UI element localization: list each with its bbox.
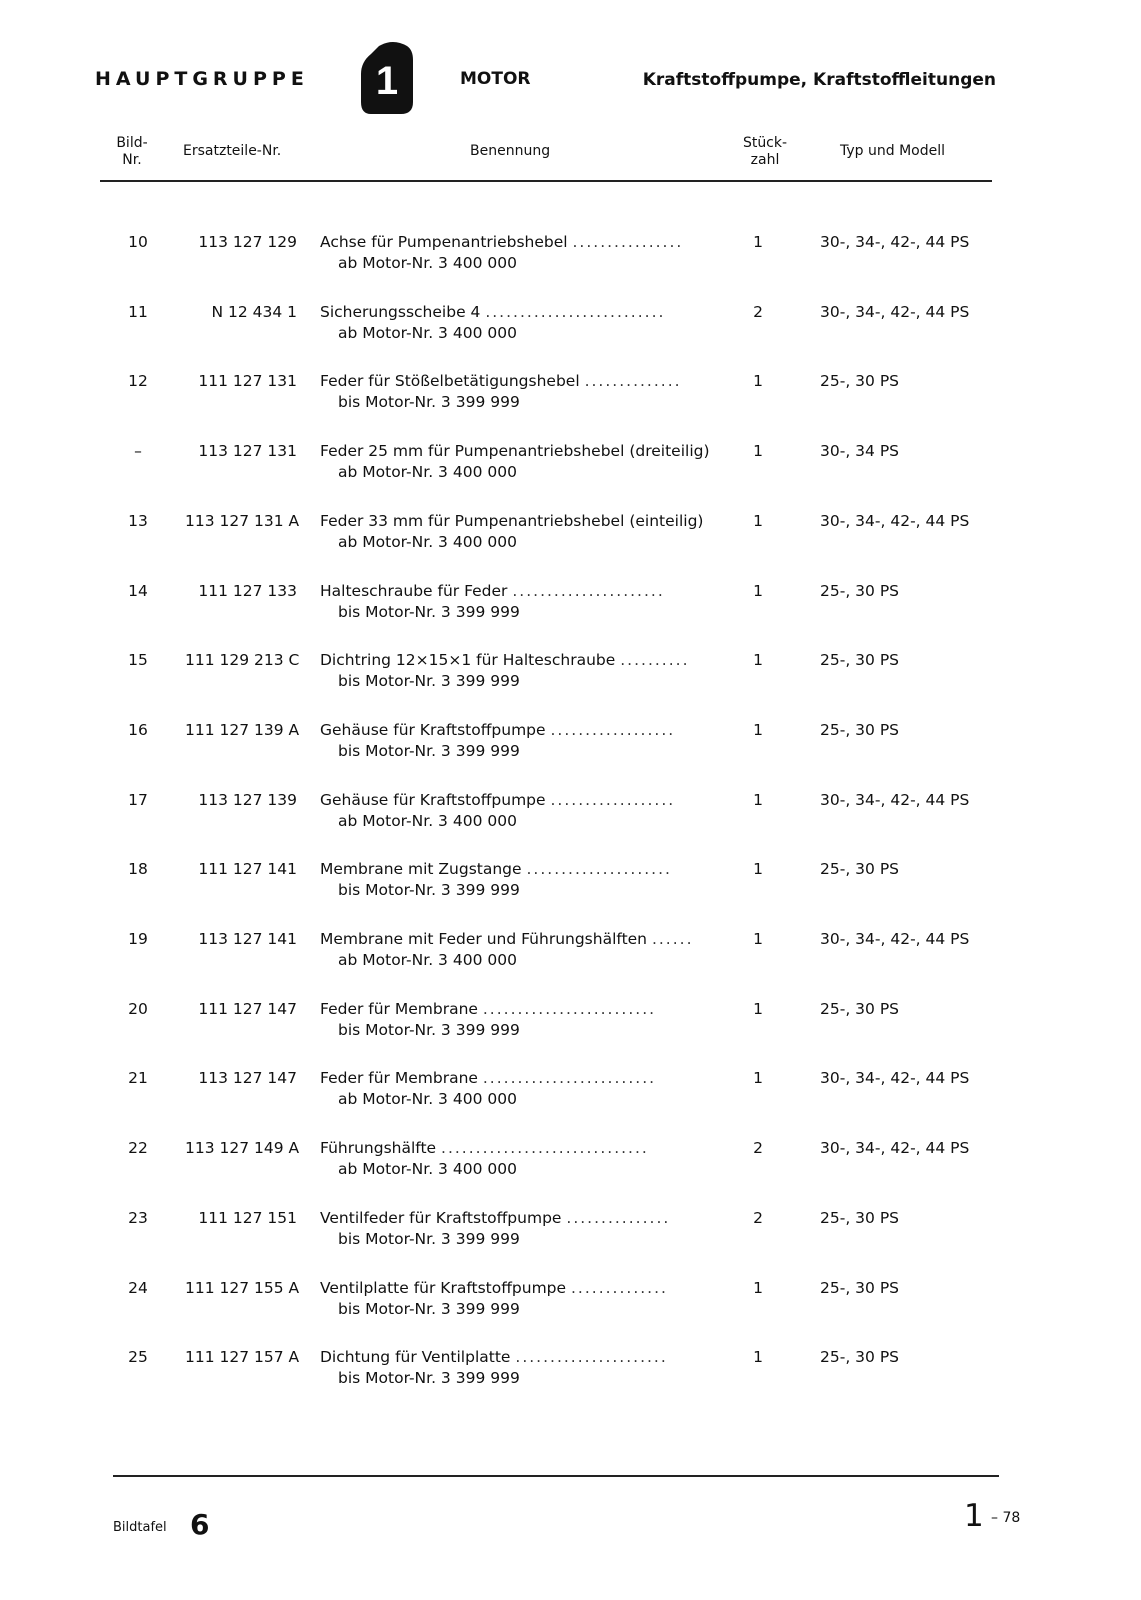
row-description-text: Dichtring 12×15×1 für Halteschraube — [320, 651, 616, 669]
group-number: 1 — [375, 59, 399, 103]
table-row — [0, 512, 1141, 572]
row-part-number: 111 127 139 A — [185, 721, 300, 739]
row-leader-dots: ......................... — [482, 1000, 657, 1018]
row-part-number: 113 127 141 — [198, 930, 297, 948]
row-description-text: Feder für Stößelbetätigungshebel — [320, 372, 580, 390]
row-motor-range: bis Motor-Nr. 3 399 999 — [338, 1230, 520, 1248]
row-part-number: 111 127 157 A — [185, 1348, 300, 1366]
row-part-number: 111 127 151 — [198, 1209, 297, 1227]
row-bild-nr: 25 — [128, 1348, 148, 1366]
row-description-text: Membrane mit Feder und Führungshälften — [320, 930, 648, 948]
row-part-number: 113 127 147 — [198, 1069, 297, 1087]
row-quantity: 1 — [753, 721, 763, 739]
table-row — [0, 303, 1141, 363]
row-description-text: Führungshälfte — [320, 1139, 437, 1157]
row-part-number: 111 127 131 — [198, 372, 297, 390]
row-quantity: 1 — [753, 860, 763, 878]
row-type-model: 25-, 30 PS — [820, 721, 900, 739]
row-part-number: 113 127 139 — [198, 791, 297, 809]
row-motor-range: ab Motor-Nr. 3 400 000 — [338, 1160, 517, 1178]
row-bild-nr: 18 — [128, 860, 148, 878]
table-row — [0, 791, 1141, 851]
row-quantity: 1 — [753, 1000, 763, 1018]
row-motor-range: ab Motor-Nr. 3 400 000 — [338, 812, 517, 830]
row-description — [320, 1139, 725, 1157]
column-header-typ-modell: Typ und Modell — [840, 143, 945, 159]
row-type-model: 25-, 30 PS — [820, 372, 900, 390]
column-header-benennung: Benennung — [470, 143, 551, 159]
row-type-model: 30-, 34-, 42-, 44 PS — [820, 1139, 970, 1157]
row-leader-dots: .............. — [584, 372, 682, 390]
row-leader-dots: .............. — [570, 1279, 668, 1297]
row-description-text: Feder für Membrane — [320, 1000, 478, 1018]
group-label: HAUPTGRUPPE — [95, 68, 309, 90]
row-motor-range: bis Motor-Nr. 3 399 999 — [338, 672, 520, 690]
column-header-stueckzahl: Stück- zahl — [742, 135, 788, 168]
row-motor-range: ab Motor-Nr. 3 400 000 — [338, 1090, 517, 1108]
row-motor-range: ab Motor-Nr. 3 400 000 — [338, 324, 517, 342]
row-motor-range: bis Motor-Nr. 3 399 999 — [338, 742, 520, 760]
row-quantity: 1 — [753, 1348, 763, 1366]
row-description — [320, 930, 725, 948]
row-motor-range: ab Motor-Nr. 3 400 000 — [338, 463, 517, 481]
row-description-text: Gehäuse für Kraftstoffpumpe — [320, 791, 546, 809]
plate-label: Bildtafel — [113, 1520, 167, 1535]
row-description — [320, 1279, 725, 1297]
row-type-model: 30-, 34-, 42-, 44 PS — [820, 233, 970, 251]
row-description-text: Dichtung für Ventilplatte — [320, 1348, 511, 1366]
row-motor-range: bis Motor-Nr. 3 399 999 — [338, 1369, 520, 1387]
section-title: MOTOR — [460, 69, 531, 89]
row-description-text: Ventilplatte für Kraftstoffpumpe — [320, 1279, 567, 1297]
row-quantity: 1 — [753, 582, 763, 600]
row-description-text: Feder 25 mm für Pumpenantriebshebel (dreiteilig) — [320, 442, 710, 460]
row-type-model: 25-, 30 PS — [820, 1279, 900, 1297]
table-row — [0, 1348, 1141, 1408]
row-description — [320, 372, 725, 390]
row-description-text: Achse für Pumpenantriebshebel — [320, 233, 568, 251]
table-row — [0, 1139, 1141, 1199]
row-bild-nr: 23 — [128, 1209, 148, 1227]
row-bild-nr: 15 — [128, 651, 148, 669]
section-subtitle: Kraftstoffpumpe, Kraftstoffleitungen — [642, 70, 996, 90]
row-quantity: 1 — [753, 791, 763, 809]
row-quantity: 2 — [753, 1209, 763, 1227]
row-motor-range: ab Motor-Nr. 3 400 000 — [338, 254, 517, 272]
row-leader-dots: ..................... — [526, 860, 672, 878]
row-leader-dots: .......................... — [485, 303, 666, 321]
row-motor-range: bis Motor-Nr. 3 399 999 — [338, 603, 520, 621]
table-row — [0, 1279, 1141, 1339]
row-bild-nr: 16 — [128, 721, 148, 739]
row-type-model: 25-, 30 PS — [820, 582, 900, 600]
row-quantity: 2 — [753, 1139, 763, 1157]
row-type-model: 30-, 34 PS — [820, 442, 900, 460]
row-part-number: 113 127 131 — [198, 442, 297, 460]
row-description — [320, 1348, 725, 1366]
footer-divider — [113, 1475, 999, 1477]
row-motor-range: ab Motor-Nr. 3 400 000 — [338, 533, 517, 551]
row-type-model: 30-, 34-, 42-, 44 PS — [820, 791, 970, 809]
row-part-number: 111 129 213 C — [185, 651, 300, 669]
row-quantity: 1 — [753, 1279, 763, 1297]
row-type-model: 25-, 30 PS — [820, 1209, 900, 1227]
row-motor-range: ab Motor-Nr. 3 400 000 — [338, 951, 517, 969]
row-motor-range: bis Motor-Nr. 3 399 999 — [338, 393, 520, 411]
row-motor-range: bis Motor-Nr. 3 399 999 — [338, 1021, 520, 1039]
row-part-number: 111 127 133 — [198, 582, 297, 600]
row-bild-nr: 12 — [128, 372, 148, 390]
page-number: 1 — [964, 1498, 984, 1534]
row-part-number: 113 127 131 A — [185, 512, 300, 530]
row-description-text: Ventilfeder für Kraftstoffpumpe — [320, 1209, 562, 1227]
row-part-number: 111 127 147 — [198, 1000, 297, 1018]
table-row — [0, 1000, 1141, 1060]
column-header-bild-nr: Bild- Nr. — [116, 135, 148, 168]
row-description-text: Feder 33 mm für Pumpenantriebshebel (einteilig) — [320, 512, 704, 530]
row-description — [320, 860, 725, 878]
row-type-model: 25-, 30 PS — [820, 1000, 900, 1018]
row-leader-dots: ................ — [572, 233, 684, 251]
row-description-text: Membrane mit Zugstange — [320, 860, 522, 878]
row-description — [320, 651, 725, 669]
row-quantity: 2 — [753, 303, 763, 321]
row-description — [320, 1069, 725, 1087]
row-description — [320, 1209, 725, 1227]
row-type-model: 25-, 30 PS — [820, 860, 900, 878]
row-description — [320, 791, 725, 809]
row-bild-nr: 21 — [128, 1069, 148, 1087]
column-header-ersatzteile-nr: Ersatzteile-Nr. — [183, 143, 282, 159]
row-type-model: 30-, 34-, 42-, 44 PS — [820, 1069, 970, 1087]
row-motor-range: bis Motor-Nr. 3 399 999 — [338, 1300, 520, 1318]
table-row — [0, 1209, 1141, 1269]
row-type-model: 30-, 34-, 42-, 44 PS — [820, 930, 970, 948]
row-part-number: 111 127 155 A — [185, 1279, 300, 1297]
row-bild-nr: 20 — [128, 1000, 148, 1018]
row-type-model: 30-, 34-, 42-, 44 PS — [820, 303, 970, 321]
row-type-model: 30-, 34-, 42-, 44 PS — [820, 512, 970, 530]
table-row — [0, 233, 1141, 293]
table-row — [0, 1069, 1141, 1129]
row-leader-dots: ...................... — [512, 582, 665, 600]
row-description — [320, 303, 725, 321]
table-row — [0, 372, 1141, 432]
row-description-text: Feder für Membrane — [320, 1069, 478, 1087]
row-motor-range: bis Motor-Nr. 3 399 999 — [338, 881, 520, 899]
row-bild-nr: 10 — [128, 233, 148, 251]
page-number-suffix: – 78 — [991, 1510, 1021, 1526]
row-description — [320, 721, 725, 739]
row-description-text: Halteschraube für Feder — [320, 582, 508, 600]
row-leader-dots: .......... — [620, 651, 690, 669]
row-bild-nr: 17 — [128, 791, 148, 809]
row-description-text: Sicherungsscheibe 4 — [320, 303, 481, 321]
row-bild-nr: – — [134, 442, 142, 460]
table-row — [0, 582, 1141, 642]
row-bild-nr: 22 — [128, 1139, 148, 1157]
row-bild-nr: 14 — [128, 582, 148, 600]
table-row — [0, 860, 1141, 920]
row-part-number: N 12 434 1 — [211, 303, 297, 321]
row-description — [320, 442, 725, 460]
row-part-number: 111 127 141 — [198, 860, 297, 878]
row-description — [320, 1000, 725, 1018]
row-bild-nr: 19 — [128, 930, 148, 948]
row-type-model: 25-, 30 PS — [820, 1348, 900, 1366]
row-quantity: 1 — [753, 651, 763, 669]
row-quantity: 1 — [753, 1069, 763, 1087]
plate-number: 6 — [190, 1508, 210, 1541]
row-leader-dots: .................. — [550, 721, 676, 739]
row-bild-nr: 24 — [128, 1279, 148, 1297]
row-quantity: 1 — [753, 442, 763, 460]
header-divider — [100, 180, 992, 182]
row-leader-dots: ......................... — [482, 1069, 657, 1087]
row-bild-nr: 11 — [128, 303, 148, 321]
table-row — [0, 930, 1141, 990]
row-type-model: 25-, 30 PS — [820, 651, 900, 669]
row-description — [320, 512, 725, 530]
row-quantity: 1 — [753, 512, 763, 530]
row-leader-dots: .............................. — [441, 1139, 649, 1157]
table-row — [0, 651, 1141, 711]
row-leader-dots: ............... — [566, 1209, 671, 1227]
row-leader-dots: ...... — [651, 930, 694, 948]
row-description — [320, 233, 725, 251]
row-quantity: 1 — [753, 233, 763, 251]
row-description-text: Gehäuse für Kraftstoffpumpe — [320, 721, 546, 739]
row-quantity: 1 — [753, 372, 763, 390]
table-row — [0, 442, 1141, 502]
row-bild-nr: 13 — [128, 512, 148, 530]
row-part-number: 113 127 129 — [198, 233, 297, 251]
row-leader-dots: ...................... — [515, 1348, 668, 1366]
table-row — [0, 721, 1141, 781]
row-quantity: 1 — [753, 930, 763, 948]
row-leader-dots: .................. — [550, 791, 676, 809]
row-description — [320, 582, 725, 600]
row-part-number: 113 127 149 A — [185, 1139, 300, 1157]
group-number-badge — [357, 40, 417, 116]
